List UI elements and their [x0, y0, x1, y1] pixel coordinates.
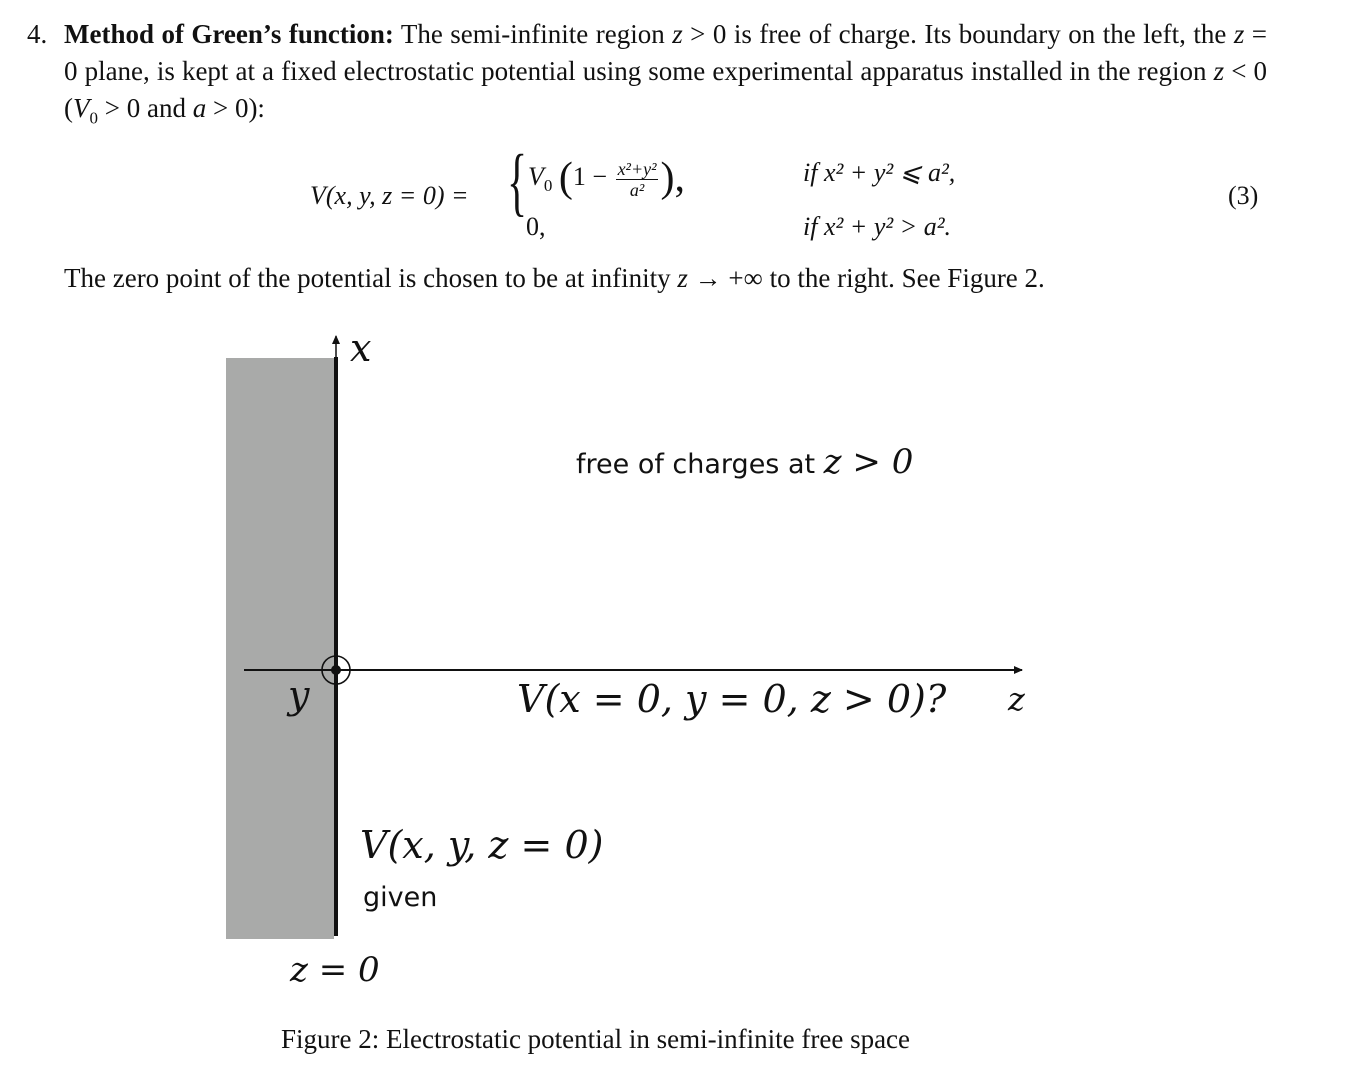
region-label	[576, 442, 913, 482]
math-term: 1 −	[572, 162, 608, 191]
equation-lhs: V(x, y, z = 0) =	[310, 181, 469, 210]
math-var: V	[73, 93, 90, 123]
fraction-denominator: a²	[629, 179, 645, 200]
cases-brace: {	[507, 140, 528, 224]
x-axis-label: x	[350, 326, 372, 370]
problem-text: > 0 and	[98, 93, 193, 123]
plane-label: z = 0	[290, 950, 380, 990]
figure-caption: Figure 2: Electrostatic potential in semi-infinite free space	[281, 1024, 911, 1054]
y-axis-label: y	[288, 673, 310, 717]
math-subscript: 0	[543, 176, 553, 196]
question-label: V(x = 0, y = 0, z > 0)?	[517, 677, 947, 721]
sentence-text: The zero point of the potential is chosen to be at infinity	[64, 263, 678, 293]
problem-text: = 0 plane, is kept at a fixed electrostatic potential using some experimental apparatus installed in the region	[64, 19, 1268, 86]
math-var: z	[672, 19, 683, 49]
case-outside: 0,	[526, 212, 546, 241]
problem-title: Method of Green’s function:	[64, 19, 394, 49]
problem-text: > 0):	[206, 93, 265, 123]
problem-text: The semi-infinite region	[400, 19, 673, 49]
boundary-potential-label: V(x, y, z = 0)	[360, 823, 604, 867]
condition-outside: if x² + y² > a².	[803, 212, 952, 241]
math-var: z	[677, 263, 688, 293]
condition-inside: if x² + y² ⩽ a²,	[803, 158, 956, 187]
z-axis-label: z	[1008, 680, 1025, 718]
region-label-text: free of charges at	[576, 449, 824, 480]
math-var: V	[528, 162, 544, 191]
boundary-given-label: given	[363, 882, 438, 913]
problem-text: < 0 (	[64, 56, 1267, 123]
math-var: a	[192, 93, 207, 123]
paren-close: ),	[660, 155, 685, 201]
math-var: z	[1213, 56, 1225, 86]
fraction-numerator: x²+y²	[617, 158, 657, 179]
sentence-text: → +∞ to the right. See Figure 2.	[687, 263, 1045, 293]
math-subscript: 0	[89, 108, 98, 128]
problem-text: > 0 is free of charge. Its boundary on the left, the	[682, 19, 1234, 49]
math-var: z	[1233, 19, 1245, 49]
apparatus-wall	[226, 358, 334, 939]
equation-number: (3)	[1228, 181, 1259, 210]
paren-open: (	[558, 155, 573, 201]
problem-number: 4.	[27, 19, 48, 49]
region-label-math: z > 0	[823, 442, 914, 482]
